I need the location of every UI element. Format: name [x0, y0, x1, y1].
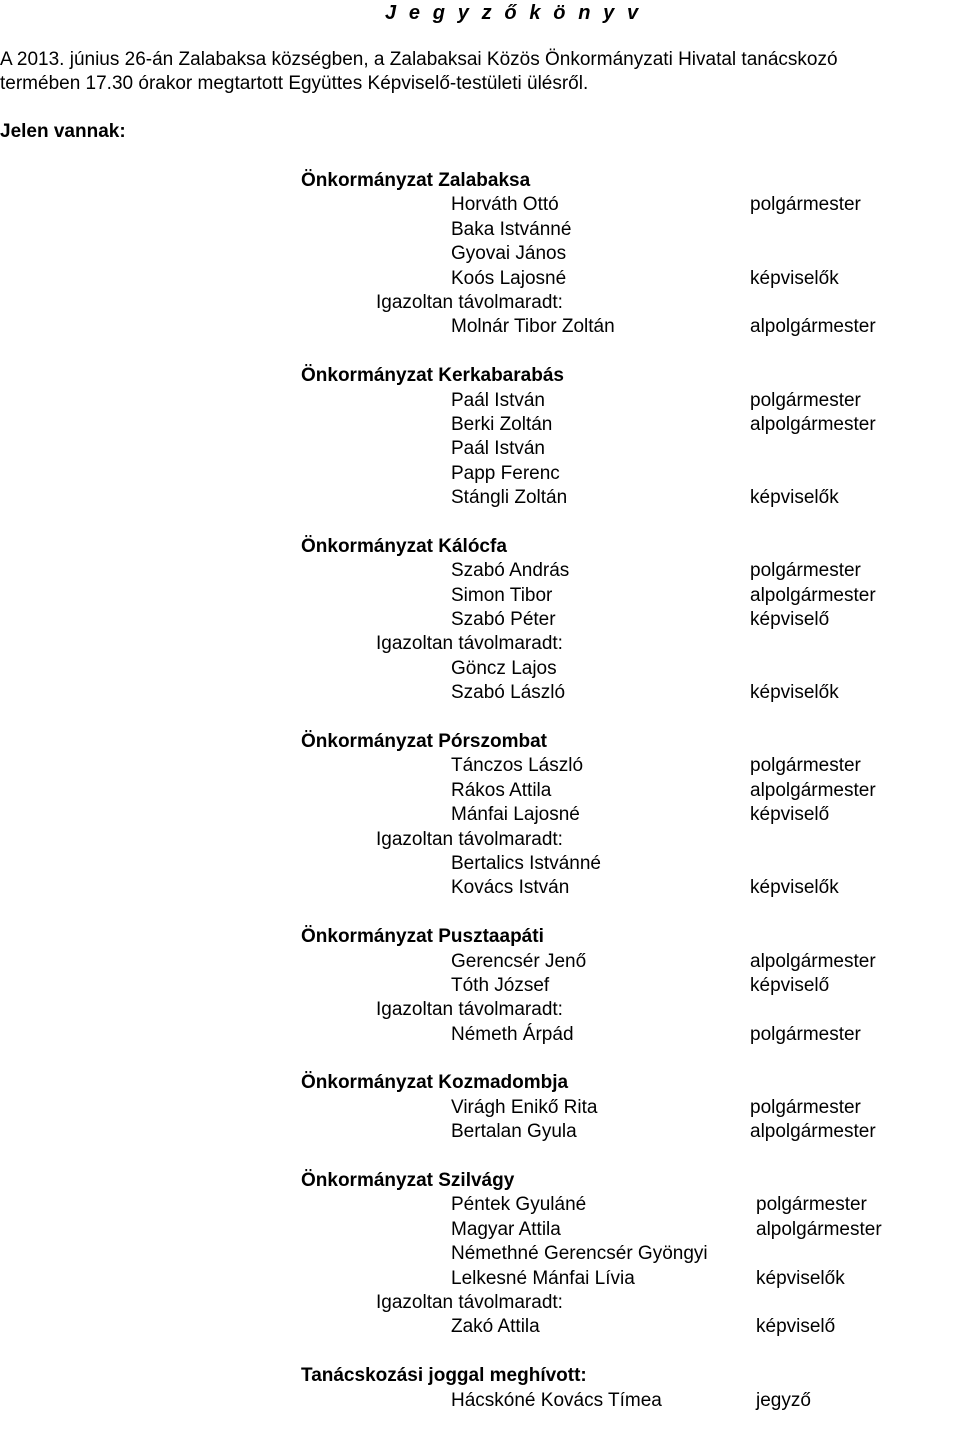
attendee-row — [0, 315, 960, 339]
block-heading-row — [0, 364, 960, 388]
attendee-name: Virágh Enikő Rita — [451, 1096, 598, 1118]
block-heading-row — [0, 730, 960, 754]
municipality-heading: Önkormányzat Kerkabarabás — [301, 365, 564, 387]
municipality-heading: Tanácskozási joggal meghívott: — [301, 1365, 587, 1387]
attendee-row — [0, 876, 960, 900]
municipality-heading: Önkormányzat Kozmadombja — [301, 1072, 569, 1094]
municipality-heading: Önkormányzat Kálócfa — [301, 535, 507, 557]
absence-note-row — [0, 828, 960, 852]
municipality-block — [0, 925, 960, 1047]
attendee-row — [0, 779, 960, 803]
attendee-role: képviselők — [750, 487, 839, 509]
attendee-name: Gerencsér Jenő — [451, 950, 587, 972]
attendee-row — [0, 803, 960, 827]
attendee-name: Magyar Attila — [451, 1218, 561, 1240]
municipality-heading: Önkormányzat Pórszombat — [301, 730, 547, 752]
attendee-name: Tánczos László — [451, 755, 584, 777]
attendee-row — [0, 559, 960, 583]
attendee-row — [0, 389, 960, 413]
attendee-row — [0, 437, 960, 461]
attendee-row — [0, 1023, 960, 1047]
attendee-name: Némethné Gerencsér Gyöngyi — [451, 1243, 708, 1265]
block-heading-row — [0, 169, 960, 193]
attendee-role: polgármester — [750, 389, 861, 411]
attendee-name: Paál István — [451, 438, 545, 460]
attendee-role: alpolgármester — [750, 779, 876, 801]
absence-note: Igazoltan távolmaradt: — [376, 291, 563, 313]
absence-note: Igazoltan távolmaradt: — [376, 828, 563, 850]
attendee-name: Bertalan Gyula — [451, 1121, 577, 1143]
attendee-role: képviselő — [750, 609, 830, 631]
attendee-row — [0, 1120, 960, 1144]
attendee-row — [0, 1267, 960, 1291]
block-heading-row — [0, 535, 960, 559]
attendee-row — [0, 754, 960, 778]
attendee-name: Stángli Zoltán — [451, 487, 568, 509]
attendee-row — [0, 1242, 960, 1266]
attendee-name: Szabó Péter — [451, 609, 556, 631]
absence-note-row — [0, 998, 960, 1022]
attendee-row — [0, 486, 960, 510]
attendee-role: alpolgármester — [756, 1218, 882, 1240]
attendee-name: Paál István — [451, 389, 545, 411]
attendee-name: Baka Istvánné — [451, 218, 572, 240]
absence-note: Igazoltan távolmaradt: — [376, 999, 563, 1021]
present-label: Jelen vannak: — [0, 121, 126, 142]
attendee-role: képviselő — [756, 1316, 836, 1338]
block-heading-row — [0, 1071, 960, 1095]
attendee-row — [0, 1315, 960, 1339]
attendee-row — [0, 1096, 960, 1120]
attendee-name: Horváth Ottó — [451, 194, 559, 216]
attendee-row — [0, 974, 960, 998]
attendee-row — [0, 242, 960, 266]
attendee-role: polgármester — [750, 1096, 861, 1118]
attendee-name: Gyovai János — [451, 243, 567, 265]
attendee-row — [0, 852, 960, 876]
block-heading-row — [0, 1169, 960, 1193]
attendee-role: alpolgármester — [750, 950, 876, 972]
attendee-role: képviselők — [750, 877, 839, 899]
attendee-role: alpolgármester — [750, 413, 876, 435]
attendee-name: Tóth József — [451, 974, 550, 996]
absence-note-row — [0, 632, 960, 656]
block-heading-row — [0, 1364, 960, 1388]
municipality-heading: Önkormányzat Zalabaksa — [301, 170, 531, 191]
attendee-role: képviselők — [756, 1267, 845, 1289]
municipality-block — [0, 364, 960, 510]
attendee-row — [0, 1193, 960, 1217]
attendee-row — [0, 608, 960, 632]
block-heading-row — [0, 925, 960, 949]
attendee-name: Németh Árpád — [451, 1023, 574, 1045]
attendee-row — [0, 657, 960, 681]
attendee-row — [0, 681, 960, 705]
absence-note: Igazoltan távolmaradt: — [376, 633, 563, 655]
municipality-block — [0, 1071, 960, 1144]
attendee-role: képviselő — [750, 804, 830, 826]
attendee-name: Szabó András — [451, 560, 570, 582]
intro-line-2: termében 17.30 órakor megtartott Együttes Képviselő-testületi ülésről. — [0, 73, 589, 95]
attendee-row — [0, 584, 960, 608]
attendee-row — [0, 950, 960, 974]
attendee-blocks — [0, 169, 960, 1437]
attendee-name: Mánfai Lajosné — [451, 804, 580, 826]
absence-note-row — [0, 1291, 960, 1315]
attendee-role: polgármester — [750, 755, 861, 777]
attendee-row — [0, 218, 960, 242]
municipality-block — [0, 1364, 960, 1413]
attendee-name: Berki Zoltán — [451, 413, 553, 435]
attendee-role: alpolgármester — [750, 584, 876, 606]
absence-note: Igazoltan távolmaradt: — [376, 1291, 563, 1313]
attendee-role: polgármester — [750, 1023, 861, 1045]
attendee-name: Molnár Tibor Zoltán — [451, 316, 615, 338]
attendee-role: képviselők — [750, 267, 839, 289]
attendee-name: Göncz Lajos — [451, 657, 557, 679]
attendee-role: polgármester — [750, 560, 861, 582]
intro-paragraph — [0, 48, 960, 97]
attendee-role: alpolgármester — [750, 1121, 876, 1143]
attendee-role: polgármester — [750, 194, 861, 216]
attendee-row — [0, 267, 960, 291]
attendee-role: képviselők — [750, 682, 839, 704]
attendee-row — [0, 1218, 960, 1242]
municipality-heading: Önkormányzat Szilvágy — [301, 1170, 515, 1192]
absence-note-row — [0, 291, 960, 315]
attendee-name: Rákos Attila — [451, 779, 552, 801]
municipality-block — [0, 169, 960, 340]
attendee-name: Simon Tibor — [451, 584, 553, 606]
municipality-block — [0, 1169, 960, 1340]
attendee-name: Papp Ferenc — [451, 462, 560, 484]
attendee-role: jegyző — [756, 1389, 811, 1411]
attendee-name: Péntek Gyuláné — [451, 1194, 587, 1216]
attendee-row — [0, 413, 960, 437]
attendee-name: Koós Lajosné — [451, 267, 567, 289]
municipality-block — [0, 535, 960, 706]
municipality-heading: Önkormányzat Pusztaapáti — [301, 926, 544, 948]
intro-line-1: A 2013. június 26-án Zalabaksa községben, a Zalabaksai Közös Önkormányzati Hivatal tanácskozó — [0, 49, 838, 70]
attendee-row — [0, 1389, 960, 1413]
attendee-name: Szabó László — [451, 682, 566, 704]
attendee-name: Hácskóné Kovács Tímea — [451, 1389, 662, 1411]
attendee-name: Kovács István — [451, 877, 570, 899]
attendee-row — [0, 193, 960, 217]
attendee-name: Zakó Attila — [451, 1316, 540, 1338]
attendee-name: Bertalics Istvánné — [451, 852, 601, 874]
document-title: J e g y z ő k ö n y v — [385, 2, 642, 24]
attendee-role: képviselő — [750, 974, 830, 996]
municipality-block — [0, 730, 960, 901]
attendee-row — [0, 462, 960, 486]
attendee-name: Lelkesné Mánfai Lívia — [451, 1267, 635, 1289]
attendee-role: alpolgármester — [750, 316, 876, 338]
attendee-role: polgármester — [756, 1194, 867, 1216]
